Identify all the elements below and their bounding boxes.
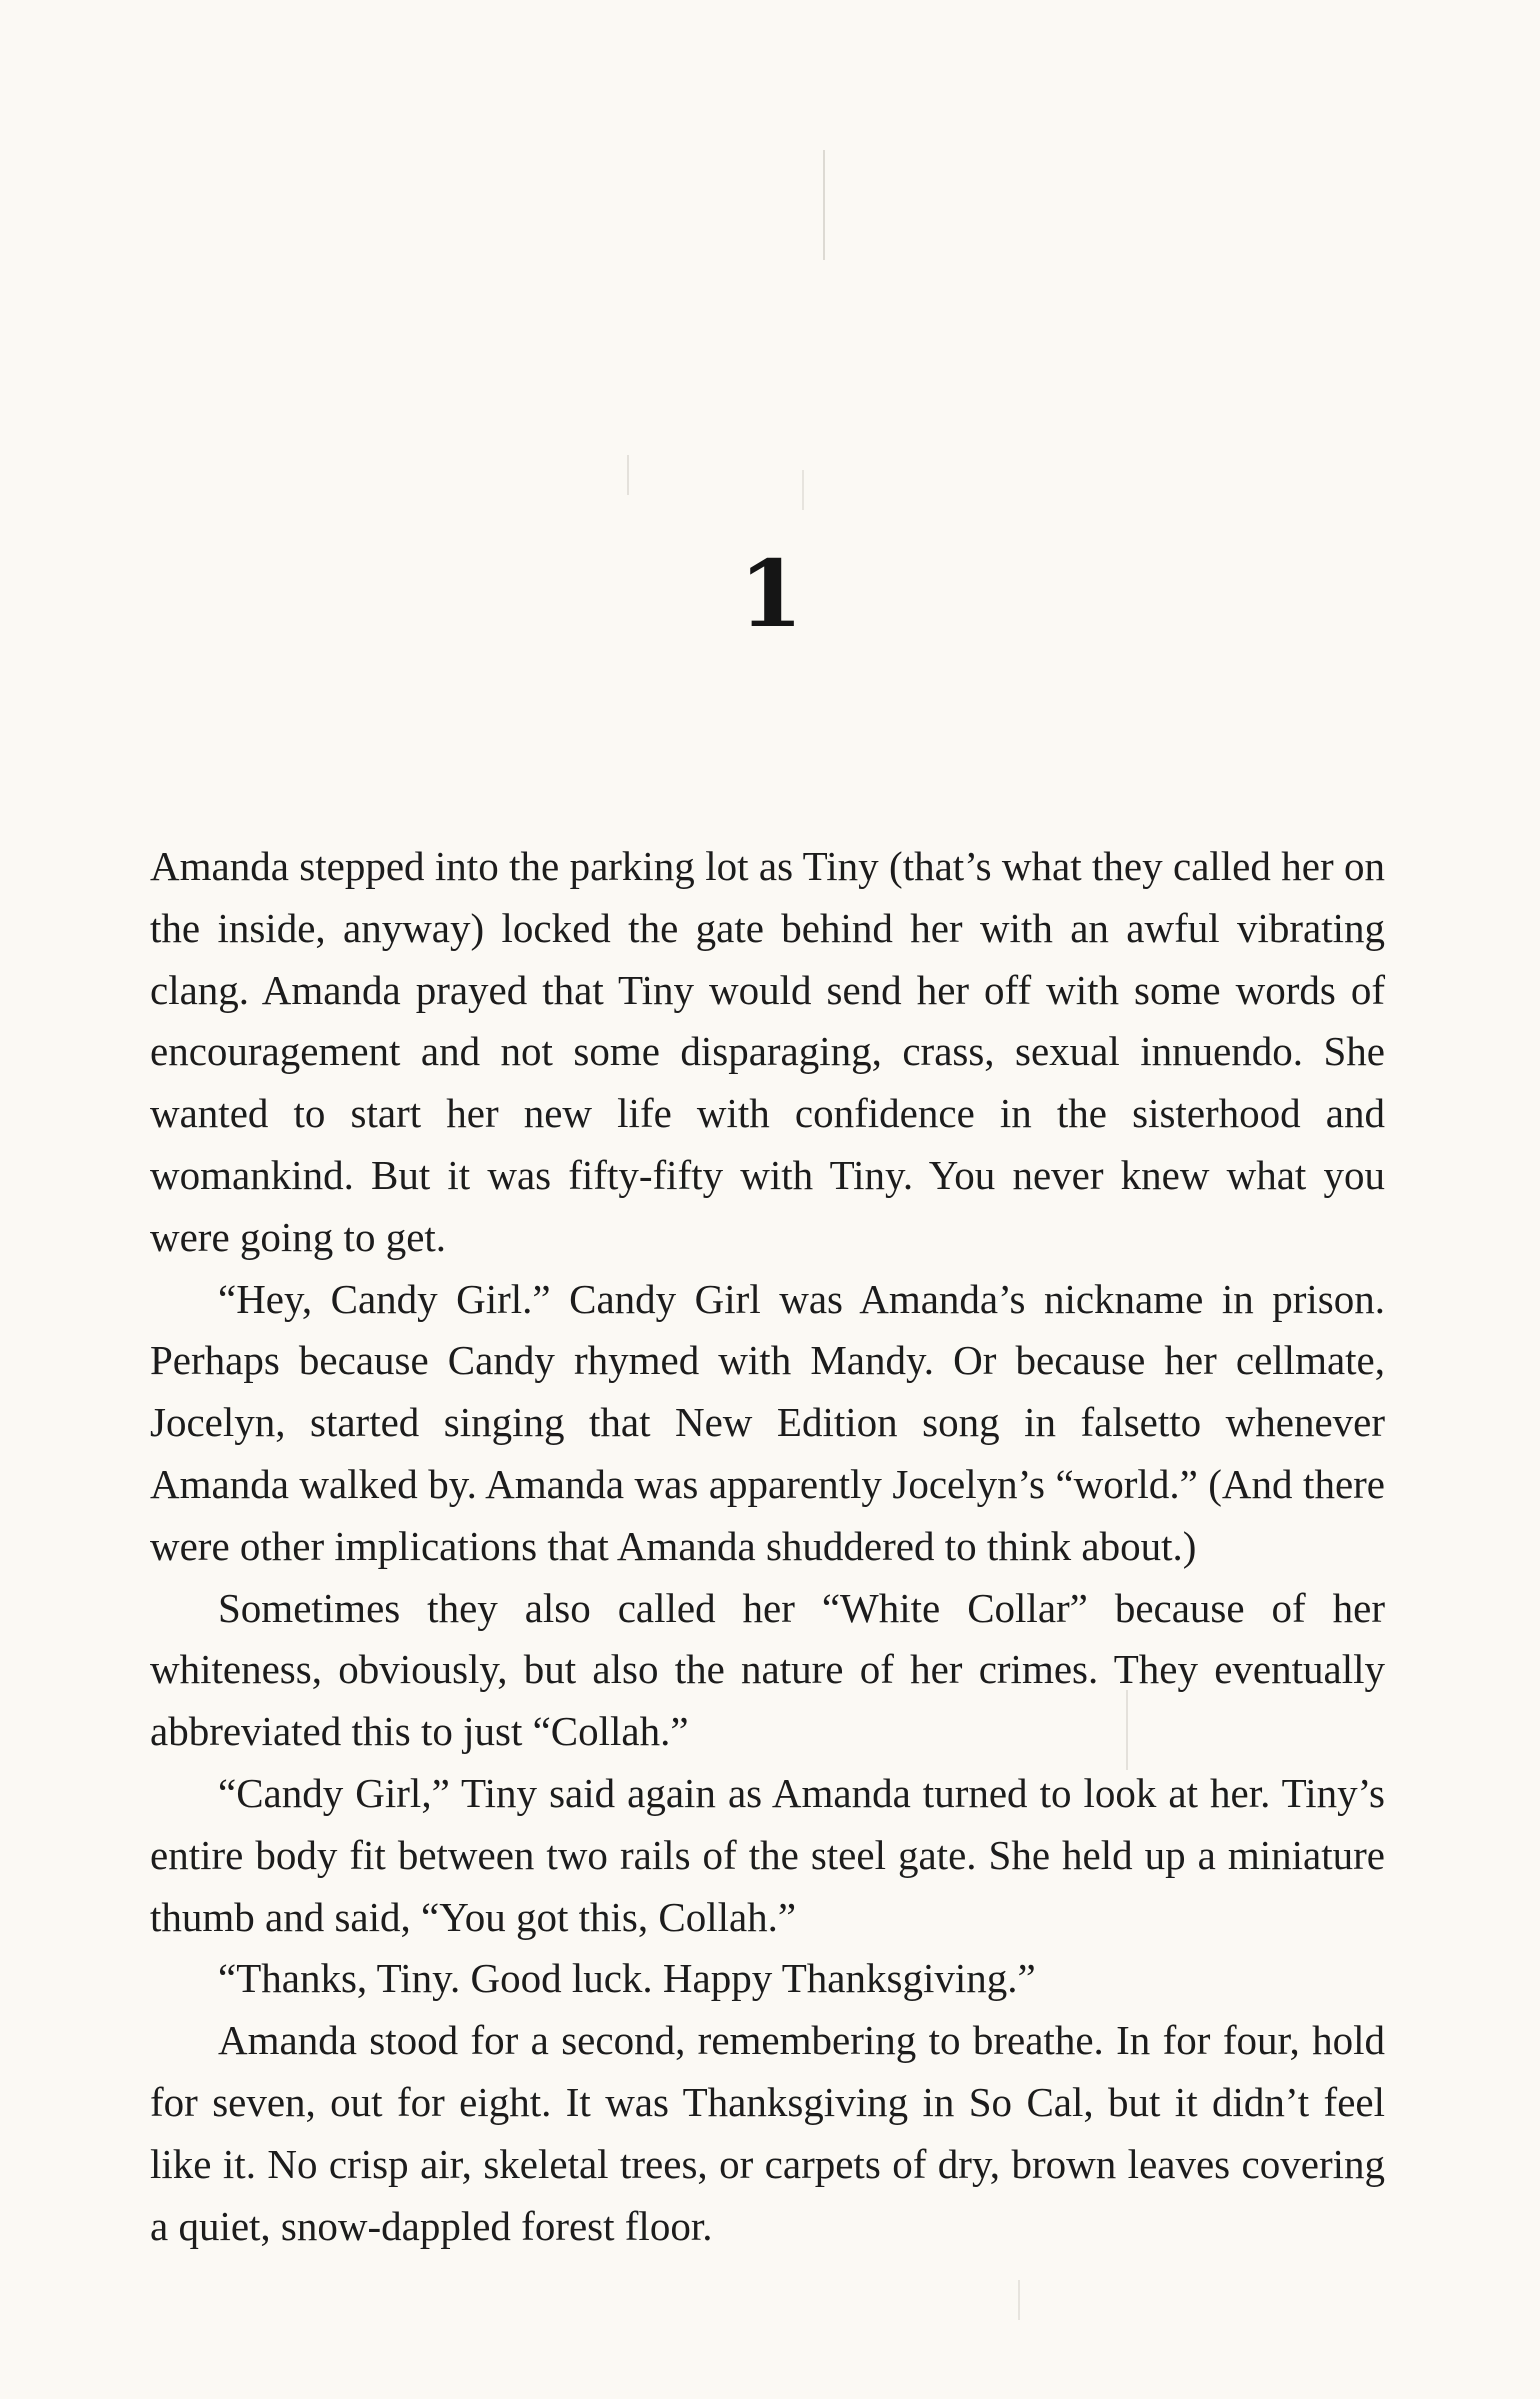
paragraph: “Hey, Candy Girl.” Candy Girl was Amanda’s nickname in prison. Perhaps because Candy rhymed with Mandy. Or because her cellmate, Jocelyn, started singing that New Edition song in falsetto whenever Amanda walked by. Amanda was apparently Jocelyn’s “world.” (And there were other implications that Amanda shuddered to think about.) — [150, 1275, 1385, 1569]
paragraph: Amanda stood for a second, remembering to breathe. In for four, hold for seven, out for eight. It was Thanksgiving in So Cal, but it didn’t feel like it. No crisp air, skeletal trees, or carpets of dry, brown leaves covering a quiet, snow-dappled forest floor. — [150, 2017, 1385, 2249]
paragraph: “Candy Girl,” Tiny said again as Amanda turned to look at her. Tiny’s entire body fit between two rails of the steel gate. She held up a miniature thumb and said, “You got this, Collah.” — [150, 1769, 1385, 1940]
paragraph: Sometimes they also called her “White Collar” because of her whiteness, obviously, but also the nature of her crimes. They eventually abbreviated this to just “Collah.” — [150, 1584, 1385, 1755]
scan-artifact-line — [823, 150, 825, 260]
paragraph: “Thanks, Tiny. Good luck. Happy Thanksgiving.” — [218, 1955, 1036, 2002]
chapter-body — [150, 836, 1385, 2257]
paragraph: Amanda stepped into the parking lot as Tiny (that’s what they called her on the inside, anyway) locked the gate behind her with an awful vibrating clang. Amanda prayed that Tiny would send her off with some words of encouragement and not some disparaging, crass, sexual innuendo. She wanted to start her new life with confidence in the sisterhood and womankind. But it was fifty-fifty with Tiny. You never knew what you were going to get. — [150, 843, 1385, 1260]
scan-artifact-line — [1018, 2280, 1020, 2320]
scan-artifact-line — [627, 455, 629, 495]
chapter-number: 1 — [738, 540, 801, 648]
scan-artifact-line — [802, 470, 804, 510]
